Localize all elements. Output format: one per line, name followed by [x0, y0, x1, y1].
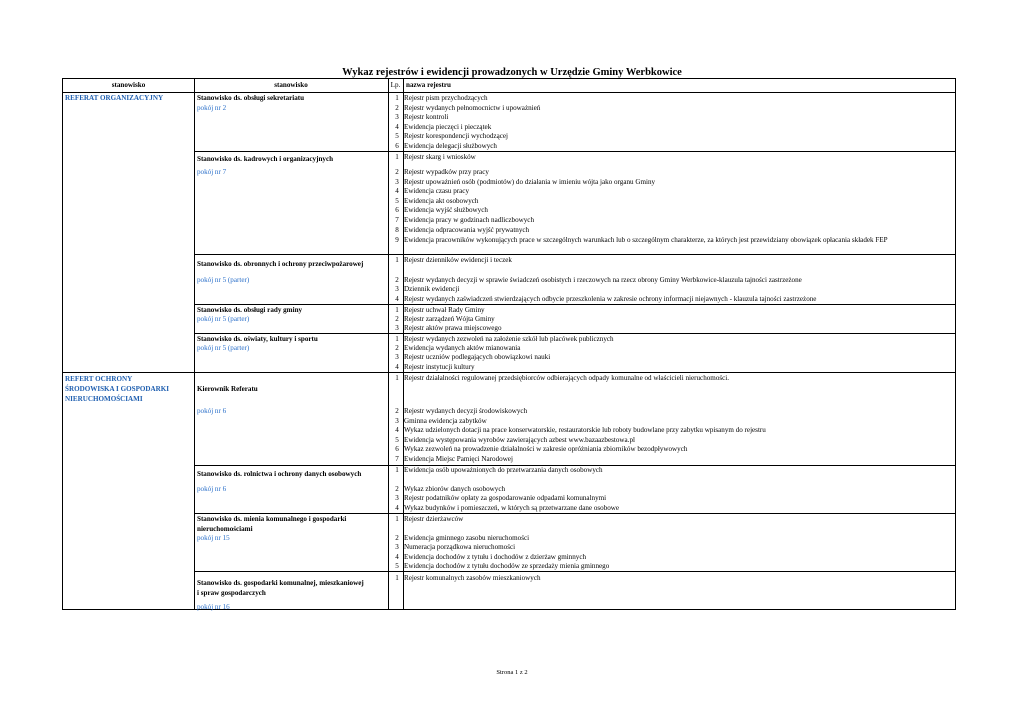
row-divider [194, 333, 955, 334]
page-footer: Strona 1 z 2 [496, 669, 528, 676]
register-name: Rejestr wydanych decyzji środowiskowych [404, 407, 528, 415]
room-number: pokój nr 5 (parter) [197, 276, 250, 284]
position-name: Stanowisko ds. obronnych i ochrony przeciwpożarowej [197, 260, 364, 268]
register-name: Dziennik ewidencji [404, 285, 460, 293]
register-lp: 1 [395, 306, 399, 314]
register-name: Ewidencja dochodów z tytułu dochodów ze sprzedaży mienia gminnego [404, 562, 610, 570]
register-lp: 6 [395, 206, 399, 214]
position-name-line-2: i spraw gospodarczych [197, 589, 266, 597]
register-name: Wykaz zezwoleń na prowadzenie działalności w zakresie opróżniania zbiorników bezodpływowych [404, 445, 688, 453]
register-lp: 4 [395, 123, 399, 131]
register-lp: 2 [395, 534, 399, 542]
register-name: Ewidencja pracy w godzinach nadliczbowych [404, 216, 534, 224]
room-number: pokój nr 7 [197, 168, 227, 176]
position-name: Stanowisko ds. rolnictwa i ochrony danych osobowych [197, 470, 362, 478]
register-name: Gminna ewidencja zabytków [404, 417, 487, 425]
register-name: Rejestr skarg i wniosków [404, 153, 476, 161]
department-ochrony-srodowiska-line-1: REFERT OCHRONY [65, 375, 133, 383]
register-lp: 1 [395, 374, 399, 382]
register-lp: 8 [395, 226, 399, 234]
register-lp: 2 [395, 315, 399, 323]
register-lp: 1 [395, 515, 399, 523]
row-divider [63, 92, 955, 93]
row-divider [194, 151, 955, 152]
register-lp: 2 [395, 344, 399, 352]
register-name: Rejestr korespondencji wychodzącej [404, 132, 509, 140]
page-title: Wykaz rejestrów i ewidencji prowadzonych w Urzędzie Gminy Werbkowice [342, 67, 682, 78]
register-lp: 2 [395, 104, 399, 112]
register-name: Wykaz udzielonych dotacji na prace konserwatorskie, restauratorskie lub roboty budowlane przy zabytku wpisanym do rejestru [404, 426, 766, 434]
position-name-line-1: Stanowisko ds. gospodarki komunalnej, mieszkaniowej [197, 579, 364, 587]
register-name: Rejestr podatników opłaty za gospodarowanie odpadami komunalnymi [404, 494, 607, 502]
column-divider [194, 79, 195, 609]
register-lp: 1 [395, 256, 399, 264]
room-number: pokój nr 16 [197, 603, 230, 611]
row-divider [194, 254, 955, 255]
register-lp: 7 [395, 216, 399, 224]
register-lp: 1 [395, 466, 399, 474]
register-name: Rejestr wydanych pełnomocnictw i upoważnień [404, 104, 541, 112]
register-name: Rejestr instytucji kultury [404, 363, 475, 371]
register-name: Ewidencja dochodów z tytułu i dochodów z dzierżaw gminnych [404, 553, 587, 561]
register-name: Rejestr kontroli [404, 113, 449, 121]
register-lp: 5 [395, 436, 399, 444]
register-name: Rejestr pism przychodzących [404, 94, 488, 102]
position-name: Kierownik Referatu [197, 385, 258, 393]
room-number: pokój nr 2 [197, 104, 227, 112]
register-lp: 3 [395, 113, 399, 121]
position-name: Stanowisko ds. oświaty, kultury i sportu [197, 335, 318, 343]
register-name: Ewidencja odpracowania wyjść prywatnych [404, 226, 530, 234]
register-lp: 4 [395, 295, 399, 303]
register-name: Rejestr dzierżawców [404, 515, 464, 523]
register-name: Ewidencja czasu pracy [404, 187, 469, 195]
room-number: pokój nr 5 (parter) [197, 344, 250, 352]
header-stanowisko-1: stanowisko [111, 81, 146, 89]
position-name-line-1: Stanowisko ds. mienia komunalnego i gospodarki [197, 515, 347, 523]
room-number: pokój nr 6 [197, 407, 227, 415]
register-lp: 3 [395, 494, 399, 502]
register-name: Wykaz budynków i pomieszczeń, w których są przetwarzane dane osobowe [404, 504, 620, 512]
register-lp: 7 [395, 455, 399, 463]
register-lp: 3 [395, 543, 399, 551]
register-name: Wykaz zbiorów danych osobowych [404, 485, 506, 493]
position-name: Stanowisko ds. obsługi sekretariatu [197, 94, 305, 102]
register-name: Rejestr wydanych zaświadczeń stwierdzających odbycie przeszkolenia w zakresie ochrony informacji niejawnych - klauzula tajności zastrzeżone [404, 295, 817, 303]
room-number: pokój nr 5 (parter) [197, 315, 250, 323]
register-name: Rejestr wydanych decyzji w sprawie świadczeń osobistych i rzeczowych na rzecz obrony Gminy Werbkowice-klauzula tajności zastrzeżone [404, 276, 802, 284]
register-lp: 2 [395, 168, 399, 176]
column-divider [388, 79, 389, 609]
department-organizacyjny: REFERAT ORGANIZACYJNY [65, 94, 164, 102]
register-lp: 4 [395, 504, 399, 512]
register-name: Rejestr wypadków przy pracy [404, 168, 489, 176]
header-register-name: nazwa rejestru [406, 81, 451, 89]
register-lp: 3 [395, 178, 399, 186]
register-lp: 1 [395, 153, 399, 161]
registry-table [62, 78, 956, 610]
register-name: Rejestr uchwał Rady Gminy [404, 306, 485, 314]
register-lp: 3 [395, 324, 399, 332]
header-stanowisko-2: stanowisko [274, 81, 308, 89]
register-lp: 4 [395, 187, 399, 195]
room-number: pokój nr 15 [197, 534, 230, 542]
register-lp: 3 [395, 353, 399, 361]
register-name: Ewidencja pracowników wykonujących prace w szczególnych warunkach lub o szczególnym charakterze, za których jest przewidziany obowiązek opłacania składek FEP [404, 236, 888, 244]
register-lp: 1 [395, 94, 399, 102]
register-lp: 1 [395, 335, 399, 343]
register-lp: 6 [395, 445, 399, 453]
position-name: Stanowisko ds. kadrowych i organizacyjnych [197, 155, 334, 163]
register-lp: 2 [395, 407, 399, 415]
register-name: Rejestr komunalnych zasobów mieszkaniowych [404, 574, 541, 582]
register-name: Ewidencja pieczęci i pieczątek [404, 123, 492, 131]
register-lp: 5 [395, 197, 399, 205]
register-lp: 2 [395, 276, 399, 284]
register-lp: 1 [395, 574, 399, 582]
register-lp: 6 [395, 142, 399, 150]
register-name: Rejestr wydanych zezwoleń na założenie szkół lub placówek publicznych [404, 335, 614, 343]
position-name-line-2: nieruchomościami [197, 525, 253, 533]
register-lp: 3 [395, 285, 399, 293]
register-name: Ewidencja akt osobowych [404, 197, 479, 205]
register-name: Numeracja porządkowa nieruchomości [404, 543, 516, 551]
register-name: Ewidencja wydanych aktów mianowania [404, 344, 521, 352]
register-name: Ewidencja występowania wyrobów zawierających azbest www.bazaazbestowa.pl [404, 436, 635, 444]
row-divider [63, 372, 955, 373]
register-lp: 2 [395, 485, 399, 493]
register-name: Rejestr aktów prawa miejscowego [404, 324, 502, 332]
position-name: Stanowisko ds. obsługi rady gminy [197, 306, 303, 314]
register-name: Rejestr zarządzeń Wójta Gminy [404, 315, 495, 323]
register-lp: 5 [395, 132, 399, 140]
register-name: Ewidencja osób upoważnionych do przetwarzania danych osobowych [404, 466, 603, 474]
department-ochrony-srodowiska-line-2: ŚRODOWISKA I GOSPODARKI [65, 385, 170, 393]
register-lp: 3 [395, 417, 399, 425]
register-name: Rejestr dzienników ewidencji i teczek [404, 256, 512, 264]
register-name: Rejestr uczniów podlegających obowiązkowi nauki [404, 353, 551, 361]
register-lp: 4 [395, 363, 399, 371]
department-ochrony-srodowiska-line-3: NIERUCHOMOŚCIAMI [65, 395, 143, 403]
register-name: Rejestr upoważnień osób (podmiotów) do działania w imieniu wójta jako organu Gminy [404, 178, 656, 186]
register-name: Ewidencja delegacji służbowych [404, 142, 497, 150]
register-name: Ewidencja gminnego zasobu nieruchomości [404, 534, 530, 542]
register-name: Ewidencja Miejsc Pamięci Narodowej [404, 455, 513, 463]
register-lp: 5 [395, 562, 399, 570]
register-lp: 4 [395, 553, 399, 561]
register-name: Rejestr działalności regulowanej przedsiębiorców odbierających odpady komunalne od właścicieli nieruchomości. [404, 374, 730, 382]
register-name: Ewidencja wyjść służbowych [404, 206, 488, 214]
room-number: pokój nr 6 [197, 485, 227, 493]
register-lp: 9 [395, 236, 399, 244]
header-lp: Lp. [390, 81, 401, 89]
register-lp: 4 [395, 426, 399, 434]
